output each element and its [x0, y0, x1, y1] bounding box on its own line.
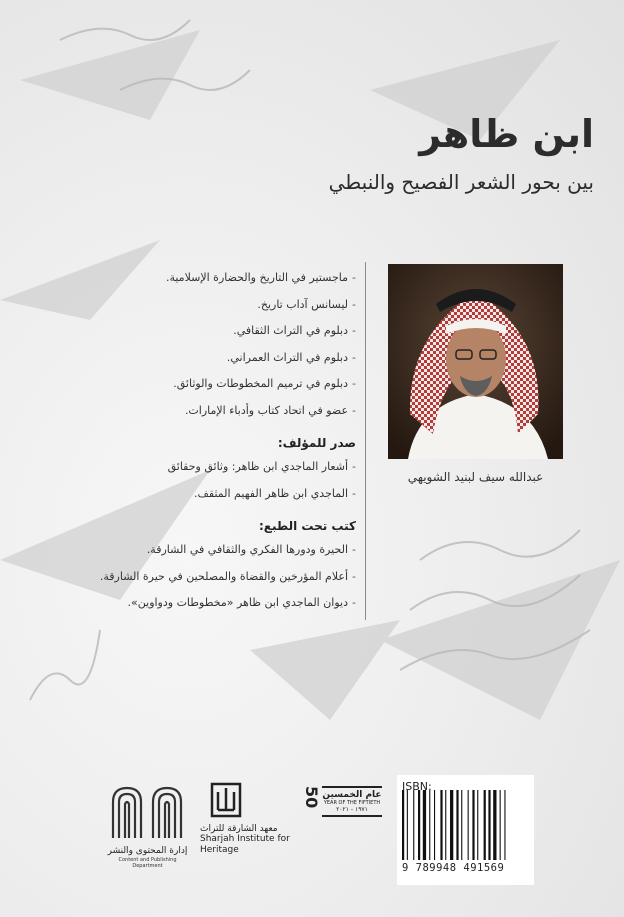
institute-name-en-2: Heritage: [200, 845, 239, 855]
publishing-dept-name-ar: إدارة المحتوى والنشر: [107, 846, 188, 856]
bio-item: -عضو في اتحاد كتاب وأدباء الإمارات.: [184, 403, 356, 417]
isbn-label: ISBN:: [402, 780, 432, 793]
isbn-number: 9 789948 491569: [402, 862, 505, 874]
bio-item: -دبلوم في ترميم المخطوطات والوثائق.: [173, 377, 356, 390]
published-item: -الماجدي ابن ظاهر الفهيم المثقف.: [194, 486, 356, 500]
bio-item: -دبلوم في التراث العمراني.: [226, 350, 356, 364]
author-name: عبدالله سيف لبنيد الشويهي: [407, 470, 544, 484]
bio-item: -ليسانس آداب تاريخ.: [257, 297, 356, 311]
heritage-emblem-icon: [208, 780, 248, 820]
publishing-dept-emblem-icon: [105, 780, 190, 842]
author-bio: [99, 268, 356, 620]
fifty-years: ١٩٧١ - ٢٠٢١: [336, 806, 368, 813]
forthcoming-item: -ديوان الماجدي ابن ظاهر «مخطوطات ودواوين».: [127, 596, 356, 609]
institute-name-ar: معهد الشارقة للتراث: [200, 824, 278, 834]
forthcoming-item: -الحيرة ودورها الفكري والثقافي في الشارقة.: [146, 543, 356, 556]
book-title: ابن ظاهر: [419, 112, 594, 156]
sharjah-heritage-logo: [200, 780, 295, 880]
published-heading: صدر للمؤلف:: [277, 436, 356, 450]
fifty-label-en: YEAR OF THE FIFTIETH: [323, 800, 381, 806]
year-fiftieth-logo: [300, 786, 390, 841]
fifty-label-ar: عام الخمسين: [322, 790, 382, 800]
fifty-number: 50: [302, 786, 321, 809]
barcode-bars: [402, 790, 529, 860]
institute-name-en-1: Sharjah Institute for: [200, 834, 290, 844]
published-item: -أشعار الماجدي ابن ظاهر: وثائق وحقائق: [167, 460, 356, 473]
book-subtitle: بين بحور الشعر الفصيح والنبطي: [328, 170, 594, 194]
publishing-dept-name-en: Content and Publishing Department: [118, 857, 177, 869]
column-divider: [365, 262, 366, 620]
bio-item: -ماجستير في التاريخ والحضارة الإسلامية.: [165, 271, 356, 284]
publishing-dept-logo: [105, 780, 190, 880]
forthcoming-item: -أعلام المؤرخين والقضاة والمصلحين في حيرة الشارقة.: [99, 569, 356, 583]
author-photo: [388, 264, 563, 459]
forthcoming-heading: كتب تحت الطبع:: [259, 519, 356, 533]
bio-item: -دبلوم في التراث الثقافي.: [233, 324, 356, 337]
